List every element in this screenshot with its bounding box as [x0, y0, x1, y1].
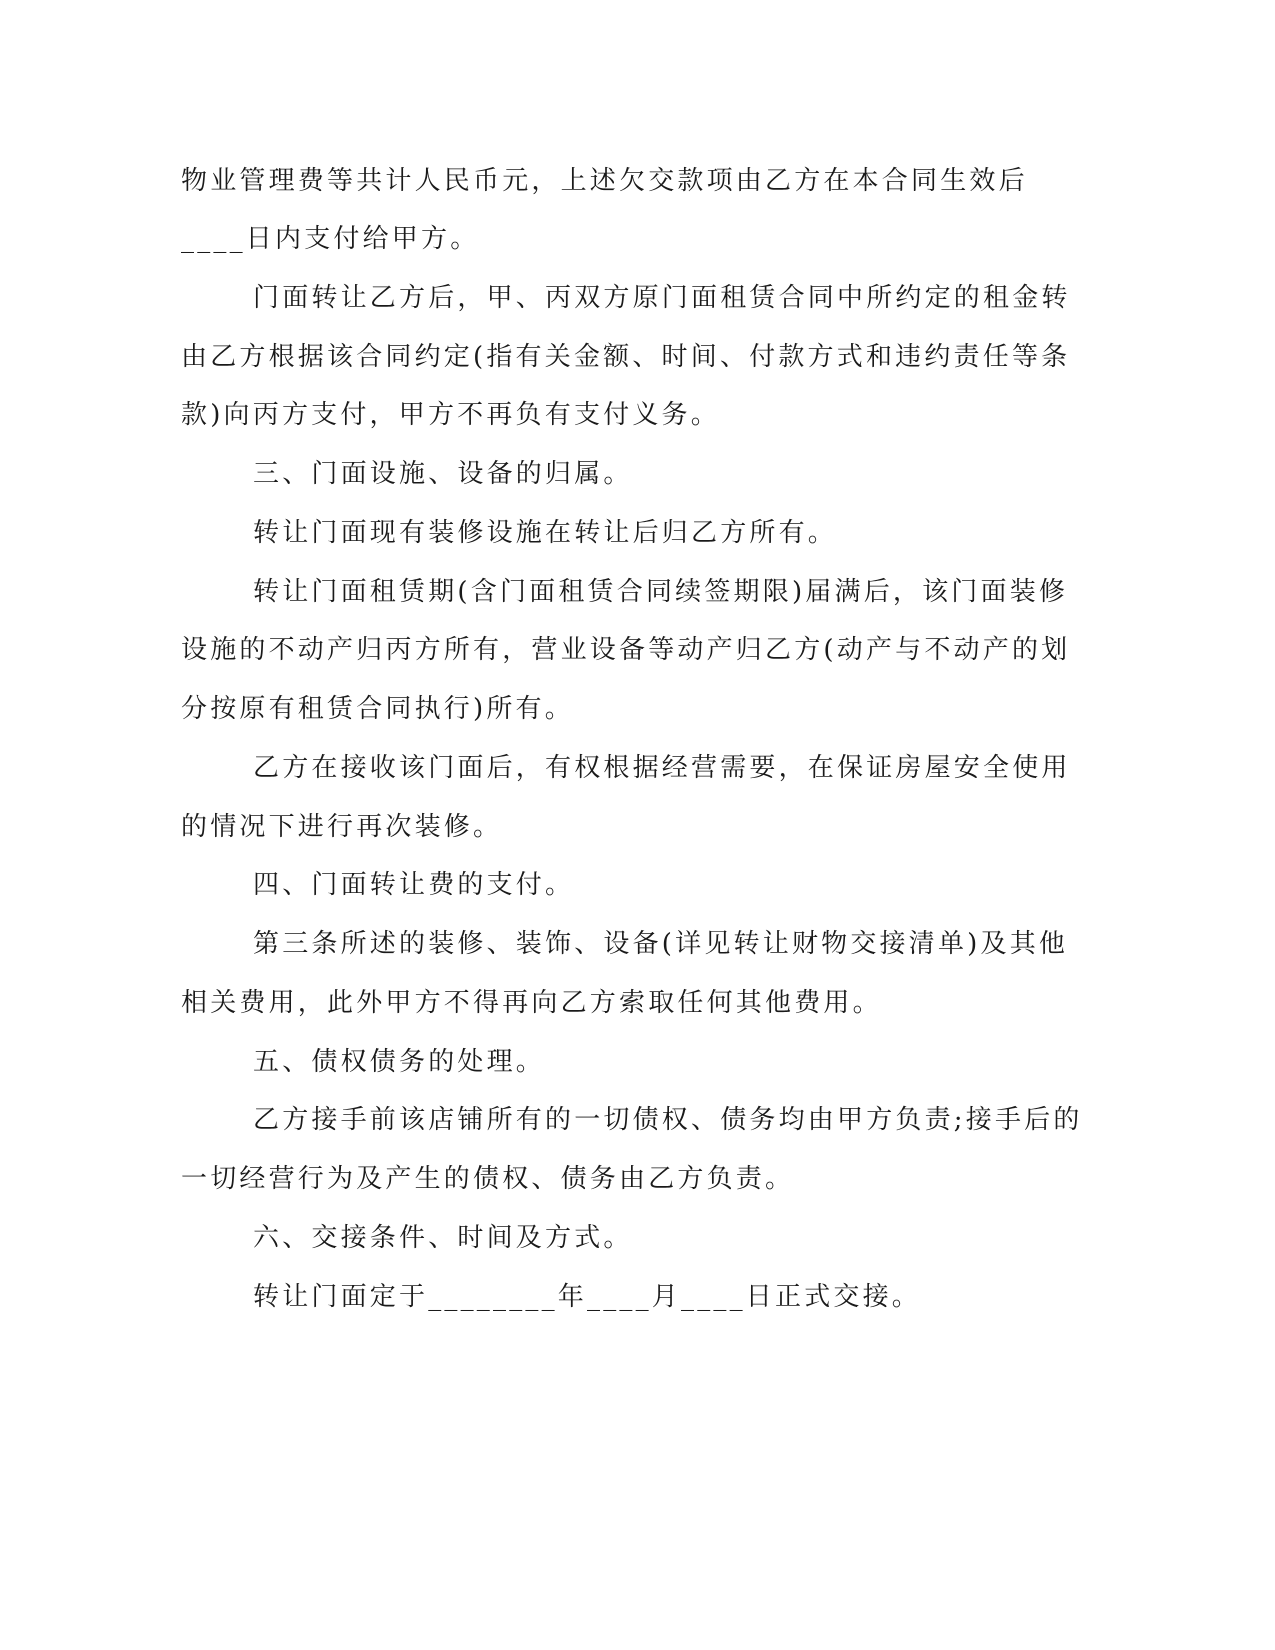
- text-line: 由乙方根据该合同约定(指有关金额、时间、付款方式和违约责任等条: [181, 342, 1071, 372]
- text-line: ____日内支付给甲方。: [181, 224, 480, 254]
- text-line: 相关费用，此外甲方不得再向乙方索取任何其他费用。: [181, 988, 882, 1018]
- text-line: 的情况下进行再次装修。: [181, 812, 503, 842]
- section-heading: 四、门面转让费的支付。: [253, 870, 575, 900]
- text-line: 物业管理费等共计人民币元，上述欠交款项由乙方在本合同生效后: [181, 166, 1028, 196]
- text-line: 乙方在接收该门面后，有权根据经营需要，在保证房屋安全使用: [253, 753, 1071, 783]
- text-line: 门面转让乙方后，甲、丙双方原门面租赁合同中所约定的租金转: [253, 283, 1071, 313]
- text-line: 转让门面现有装修设施在转让后归乙方所有。: [253, 518, 838, 548]
- text-line: 设施的不动产归丙方所有，营业设备等动产归乙方(动产与不动产的划: [181, 635, 1071, 665]
- section-heading: 五、债权债务的处理。: [253, 1047, 546, 1077]
- text-line: 款)向丙方支付，甲方不再负有支付义务。: [181, 400, 720, 430]
- text-line: 转让门面定于________年____月____日正式交接。: [253, 1282, 922, 1312]
- text-line: 转让门面租赁期(含门面租赁合同续签期限)届满后，该门面装修: [253, 577, 1069, 607]
- section-heading: 三、门面设施、设备的归属。: [253, 459, 633, 489]
- text-line: 第三条所述的装修、装饰、设备(详见转让财物交接清单)及其他: [253, 929, 1069, 959]
- text-line: 一切经营行为及产生的债权、债务由乙方负责。: [181, 1164, 795, 1194]
- text-line: 乙方接手前该店铺所有的一切债权、债务均由甲方负责;接手后的: [253, 1105, 1083, 1135]
- section-heading: 六、交接条件、时间及方式。: [253, 1223, 633, 1253]
- text-line: 分按原有租赁合同执行)所有。: [181, 694, 574, 724]
